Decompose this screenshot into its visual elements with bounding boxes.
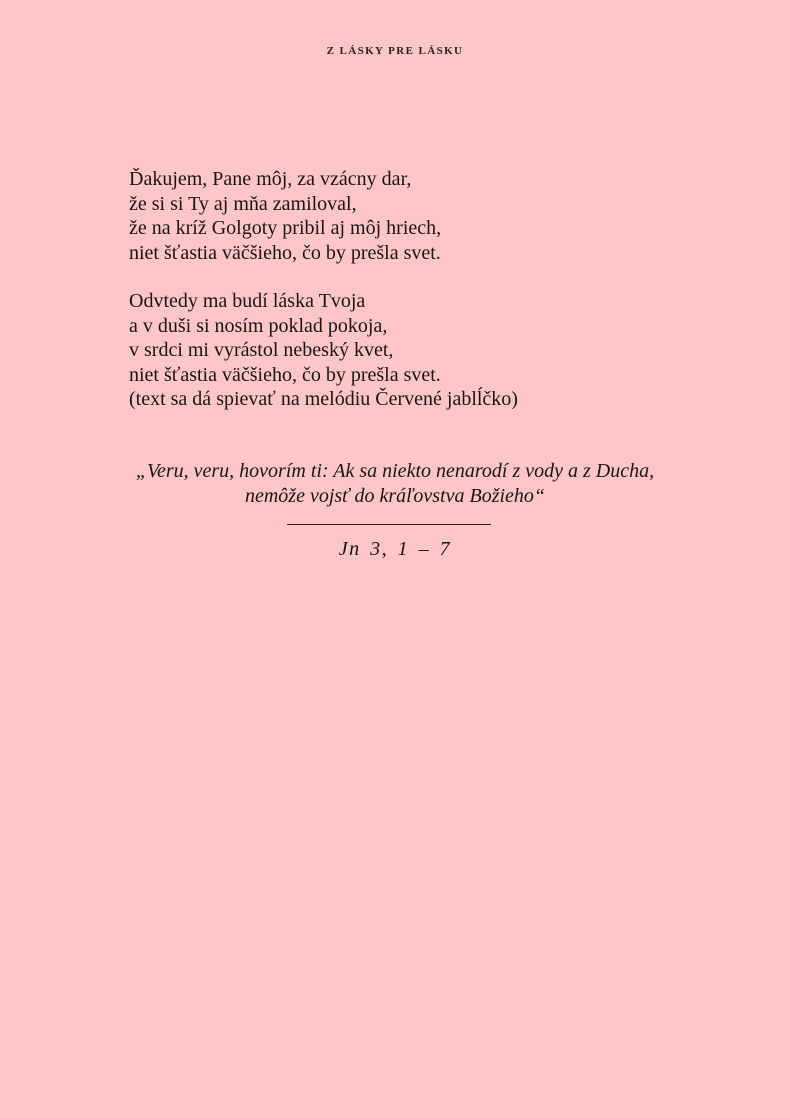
poem-line: v srdci mi vyrástol nebeský kvet, [129, 339, 394, 361]
bible-quote [0, 459, 790, 508]
running-title: Z LÁSKY PRE LÁSKU [326, 45, 464, 57]
melody-note: (text sa dá spievať na melódiu Červené jablĺčko) [129, 388, 518, 410]
divider-rule [287, 524, 491, 525]
poem-line: niet šťastia väčšieho, čo by prešla svet. [129, 241, 441, 264]
poem-line: a v duši si nosím poklad pokoja, [129, 314, 388, 337]
poem-line: Ďakujem, Pane môj, za vzácny dar, [129, 168, 412, 190]
stanza-2 [129, 289, 689, 412]
stanza-1 [129, 167, 689, 265]
bible-reference: Jn 3, 1 – 7 [338, 538, 452, 560]
poem-line: že na kríž Golgoty pribil aj môj hriech, [129, 217, 442, 239]
quote-line: nemôže vojsť do kráľovstva Božieho“ [244, 484, 546, 507]
poem-line: niet šťastia väčšieho, čo by prešla svet. [129, 363, 441, 386]
quote-line: „Veru, veru, hovorím ti: Ak sa niekto nenarodí z vody a z Ducha, [135, 460, 655, 482]
poem-line: že si si Ty aj mňa zamiloval, [129, 192, 357, 215]
poem-line: Odvtedy ma budí láska Tvoja [129, 290, 366, 312]
poem [129, 167, 689, 436]
